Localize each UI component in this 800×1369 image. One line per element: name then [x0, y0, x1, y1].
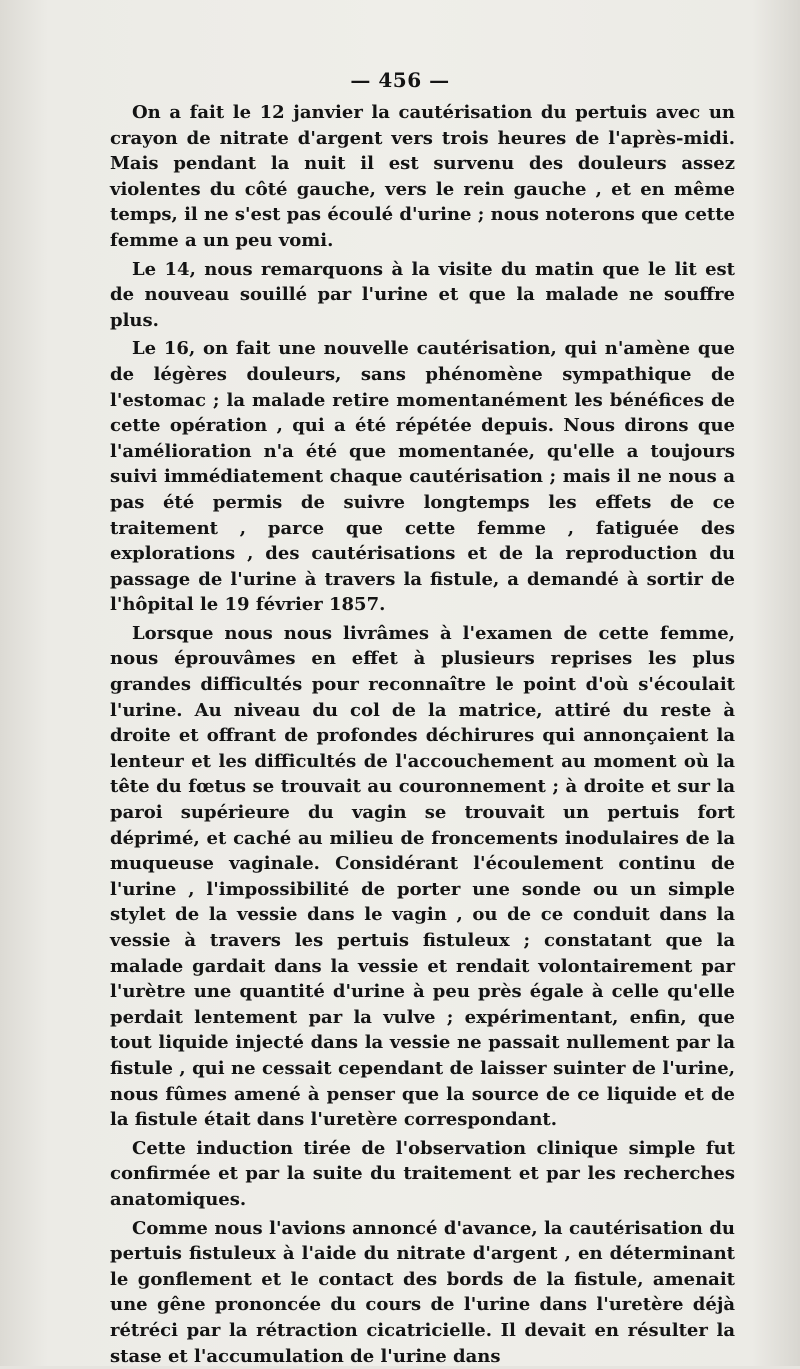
body-text — [110, 100, 735, 1369]
paragraph: Cette induction tirée de l'observation clinique simple fut confirmée et par la suite du traitement et par les recherches anatomiques. — [110, 1137, 735, 1210]
paragraph: Comme nous l'avions annoncé d'avance, la cautérisation du pertuis fistuleux à l'aide du nitrate d'argent , en déterminant le gonflement et le contact des bords de la fistule, amenait une gêne prononcée du cours de l'urine dans l'uretère déjà rétréci par la rétraction cicatricielle. Il devait en résulter la stase et l'accumulation de l'urine dans — [110, 1217, 735, 1367]
paragraph: On a fait le 12 janvier la cautérisation du pertuis avec un crayon de nitrate d'argent vers trois heures de l'après-midi. Mais pendant la nuit il est survenu des douleurs assez violentes du côté gauche, vers le rein gauche , et en même temps, il ne s'est pas écoulé d'urine ; nous noterons que cette femme a un peu vomi. — [110, 102, 735, 251]
paragraph: Le 14, nous remarquons à la visite du matin que le lit est de nouveau souillé par l'urine et que la malade ne souffre plus. — [110, 258, 735, 331]
paragraph: Le 16, on fait une nouvelle cautérisation, qui n'amène que de légères douleurs, sans phénomène sympathique de l'estomac ; la malade retire momentanément les bénéfices de cette opération , qui a été répétée depuis. Nous dirons que l'amélioration n'a été que momentanée, qu'elle a toujours suivi immédiatement chaque cautérisation ; mais il ne nous a pas été permis de suivre longtemps les effets de ce traitement , parce que cette femme , fatiguée des explorations , des cautérisations et de la reproduction du passage de l'urine à travers la fistule, a demandé à sortir de l'hôpital le 19 février 1857. — [110, 338, 735, 616]
page-number: — 456 — — [350, 68, 450, 92]
paragraph: Lorsque nous nous livrâmes à l'examen de cette femme, nous éprouvâmes en effet à plusieurs reprises les plus grandes difficultés pour reconnaître le point d'où s'écoulait l'urine. Au niveau du col de la matrice, attiré du reste à droite et offrant de profondes déchirures qui annonçaient la lenteur et les difficultés de l'accouchement au moment où la tête du fœtus se trouvait au couronnement ; à droite et sur la paroi supérieure du vagin se trouvait un pertuis fort déprimé, et caché au milieu de froncements inodulaires de la muqueuse vaginale. Considérant l'écoulement continu de l'urine , l'impossibilité de porter une sonde ou un simple stylet de la vessie dans le vagin , ou de ce conduit dans la vessie à travers les pertuis fistuleux ; constatant que la malade gardait dans la vessie et rendait volontairement par l'urètre une quantité d'urine à peu près égale à celle qu'elle perdait lentement par la vulve ; expérimentant, enfin, que tout liquide injecté dans la vessie ne passait nullement par la fistule , qui ne cessait cependant de laisser suinter de l'urine, nous fûmes amené à penser que la source de ce liquide et de la fistule était dans l'uretère correspondant. — [110, 622, 735, 1131]
